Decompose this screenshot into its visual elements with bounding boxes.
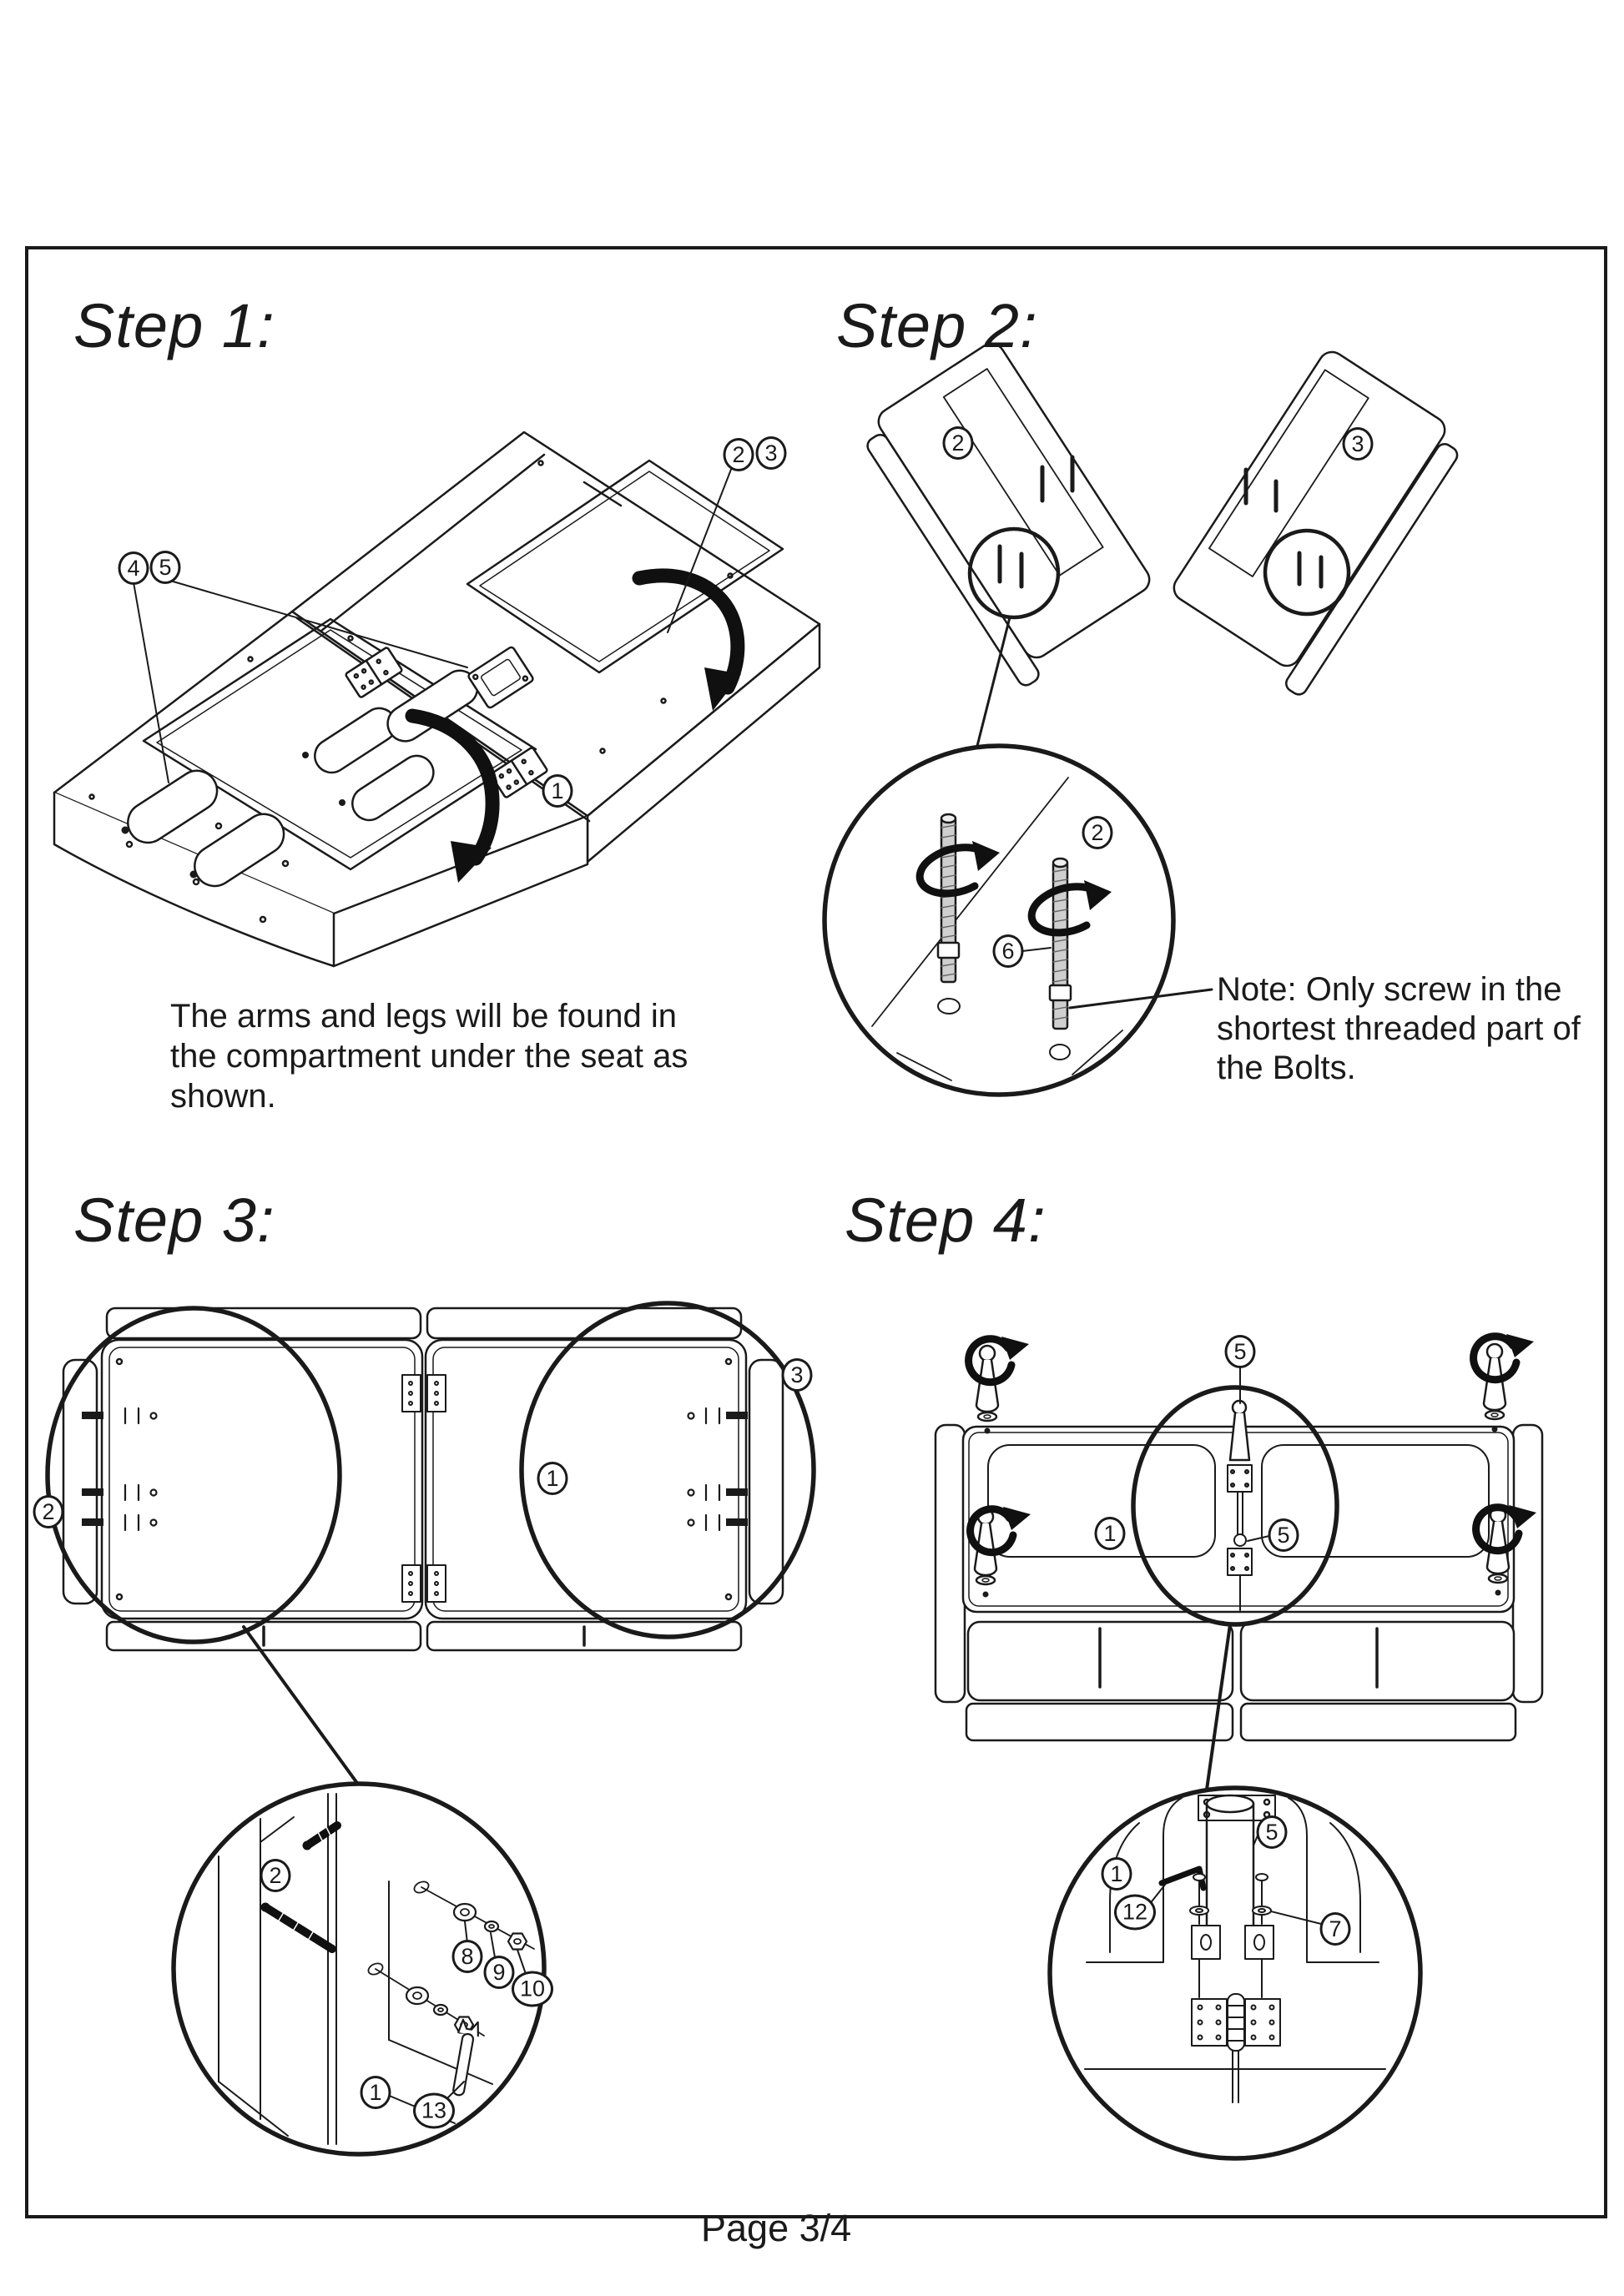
callout-step3-detail-washer: 8 xyxy=(452,1940,483,1973)
callout-step3-detail-arm: 2 xyxy=(260,1859,291,1892)
callout-step4-base: 1 xyxy=(1095,1517,1126,1550)
step3-figure xyxy=(48,1303,814,2154)
callout-step4-center-leg-top: 5 xyxy=(1225,1335,1256,1368)
callout-step3-detail-base: 1 xyxy=(361,2076,391,2109)
callout-step4-detail-allen-key: 12 xyxy=(1114,1895,1156,1931)
step4-detail-circle xyxy=(1050,1788,1420,2158)
callout-step3-detail-nut: 10 xyxy=(512,1971,553,2007)
arm-panel-right xyxy=(1513,1425,1542,1702)
arm-panel-left xyxy=(936,1425,965,1702)
step1-title: Step 1: xyxy=(73,291,275,360)
step2-detail-circle xyxy=(825,746,1212,1095)
step4-figure xyxy=(936,1334,1542,2158)
arm-panel-left xyxy=(855,339,1163,688)
step4-title: Step 4: xyxy=(845,1186,1047,1255)
step1-figure xyxy=(54,432,820,966)
threaded-bolt xyxy=(938,814,959,982)
hinge xyxy=(402,1563,446,1604)
step2-note: Note: Only screw in the shortest threaded part of the Bolts. xyxy=(1217,971,1581,1087)
callout-step3-detail-wrench: 13 xyxy=(413,2093,455,2129)
arm-panel-right xyxy=(1160,347,1470,697)
callout-step1-seat-right: 3 xyxy=(756,436,787,470)
callout-step2-detail-arm: 2 xyxy=(1082,816,1113,849)
step3-title: Step 3: xyxy=(73,1186,275,1255)
callout-step3-detail-spring-washer: 9 xyxy=(484,1956,515,1989)
arm-panel-right xyxy=(749,1360,783,1604)
callout-step2-detail-bolt: 6 xyxy=(993,934,1024,968)
callout-step3-left-arm: 2 xyxy=(33,1495,64,1528)
callout-step3-right-arm: 3 xyxy=(782,1358,813,1392)
callout-step1-base: 1 xyxy=(542,774,573,808)
step1-caption: The arms and legs will be found in the compartment under the seat as shown. xyxy=(170,998,688,1115)
callout-step4-detail-bolt-washer: 7 xyxy=(1320,1912,1351,1946)
seat-frame-left xyxy=(102,1340,422,1619)
step2-title: Step 2: xyxy=(836,291,1038,360)
front-rail-right xyxy=(1241,1704,1516,1740)
callout-step4-detail-center-leg: 5 xyxy=(1257,1815,1288,1849)
callout-step3-base: 1 xyxy=(537,1462,568,1495)
arm-panel-left xyxy=(63,1360,97,1604)
hinge xyxy=(402,1373,446,1413)
callout-step1-center-leg: 5 xyxy=(150,551,181,584)
page-number: Page 3/4 xyxy=(701,2207,852,2249)
callout-step1-seat-left: 2 xyxy=(724,438,754,471)
front-rail-left xyxy=(966,1704,1233,1740)
callout-step4-center-leg-mid: 5 xyxy=(1268,1518,1299,1552)
callout-step4-detail-base: 1 xyxy=(1102,1857,1132,1891)
callout-step2-right-arm: 3 xyxy=(1343,427,1374,461)
callout-step1-legs: 4 xyxy=(119,551,149,585)
callout-step2-left-arm: 2 xyxy=(943,426,974,460)
seat-frame-right xyxy=(426,1340,746,1619)
